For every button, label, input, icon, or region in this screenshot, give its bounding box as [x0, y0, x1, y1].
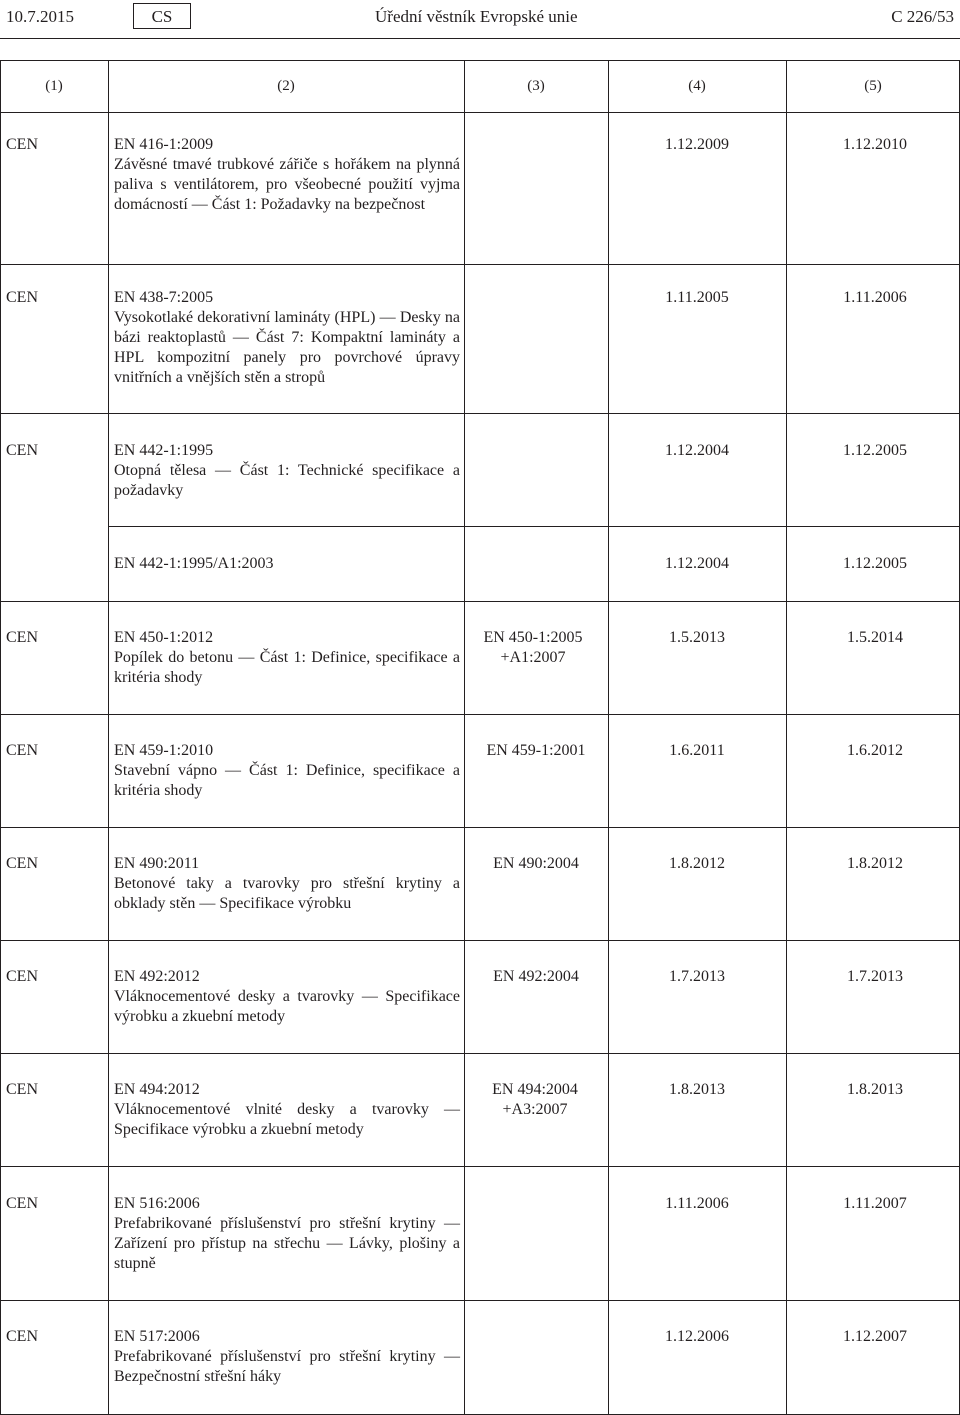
row-separator — [0, 264, 960, 265]
date-of-cessation: 1.12.2007 — [843, 1328, 907, 1345]
date-of-cessation: 1.8.2013 — [847, 1081, 903, 1098]
top-rule — [0, 38, 960, 39]
superseded-standard: EN 494:2004 +A3:2007 — [492, 1081, 578, 1118]
date-of-reference: 1.12.2004 — [665, 442, 729, 459]
standard-reference: EN 492:2012 — [114, 968, 200, 985]
column-header-1: (1) — [45, 78, 63, 94]
standard-cell — [114, 554, 460, 574]
column-separator — [464, 60, 465, 1415]
header-bottom-border — [0, 112, 960, 113]
date-of-reference: 1.12.2006 — [665, 1328, 729, 1345]
column-separator — [786, 60, 787, 1415]
standard-title: Popílek do betonu — Část 1: Definice, specifikace a kritéria shody — [114, 649, 460, 686]
date-of-cessation: 1.7.2013 — [847, 968, 903, 985]
standard-cell — [114, 854, 460, 914]
row-separator — [0, 714, 960, 715]
standard-cell — [114, 741, 460, 801]
superseded-standard: EN 492:2004 — [493, 968, 579, 985]
standard-reference: EN 490:2011 — [114, 855, 200, 872]
date-of-cessation: 1.11.2007 — [843, 1195, 907, 1212]
standard-reference: EN 416-1:2009 — [114, 136, 214, 153]
standard-title: Prefabrikované příslušenství pro střešní krytiny — Zařízení pro přístup na střechu — Lávky, plošiny a stupně — [114, 1215, 460, 1272]
organisation: CEN — [6, 629, 38, 646]
column-header-5: (5) — [864, 78, 882, 94]
row-separator — [0, 601, 960, 602]
row-separator — [0, 1166, 960, 1167]
standard-reference: EN 494:2012 — [114, 1081, 200, 1098]
column-separator — [108, 60, 109, 1415]
column-header-3: (3) — [527, 78, 545, 94]
standard-cell — [114, 628, 460, 688]
date-of-reference: 1.8.2012 — [669, 855, 725, 872]
standard-cell — [114, 135, 460, 215]
date-of-reference: 1.7.2013 — [669, 968, 725, 985]
page-header — [0, 0, 960, 38]
date-of-cessation: 1.6.2012 — [847, 742, 903, 759]
row-separator — [108, 526, 960, 527]
organisation: CEN — [6, 1195, 38, 1212]
superseded-standard: EN 490:2004 — [493, 855, 579, 872]
standard-cell — [114, 441, 460, 501]
standard-title: Vláknocementové vlnité desky a tvarovky — Specifikace výrobku a zkuební metody — [114, 1101, 460, 1138]
standard-reference: EN 442-1:1995/A1:2003 — [114, 555, 274, 572]
organisation: CEN — [6, 968, 38, 985]
date-of-reference: 1.12.2004 — [665, 555, 729, 572]
organisation: CEN — [6, 289, 38, 306]
date-of-reference: 1.11.2005 — [665, 289, 729, 306]
standard-cell — [114, 1080, 460, 1140]
standard-title: Vysokotlaké dekorativní lamináty (HPL) — Desky na bázi reaktoplastů — Část 7: Kompaktní lamináty a HPL kompozitní panely pro povrchové úpravy vnitřních a vnějších stěn a stropů — [114, 309, 460, 386]
date-of-reference: 1.12.2009 — [665, 136, 729, 153]
standard-reference: EN 442-1:1995 — [114, 442, 214, 459]
organisation: CEN — [6, 1081, 38, 1098]
standard-reference: EN 459-1:2010 — [114, 742, 214, 759]
date-of-cessation: 1.12.2005 — [843, 555, 907, 572]
superseded-standard: EN 459-1:2001 — [486, 742, 586, 759]
date-of-cessation: 1.12.2010 — [843, 136, 907, 153]
standard-reference: EN 517:2006 — [114, 1328, 200, 1345]
table-top-border — [0, 60, 960, 61]
standard-reference: EN 516:2006 — [114, 1195, 200, 1212]
date-of-reference: 1.5.2013 — [669, 629, 725, 646]
standard-title: Betonové taky a tvarovky pro střešní krytiny a obklady stěn — Specifikace výrobku — [114, 875, 460, 912]
standard-title: Vláknocementové desky a tvarovky — Specifikace výrobku a zkuební metody — [114, 988, 460, 1025]
organisation: CEN — [6, 1328, 38, 1345]
row-separator — [0, 1300, 960, 1301]
standard-reference: EN 438-7:2005 — [114, 289, 214, 306]
column-separator — [608, 60, 609, 1415]
date-of-reference: 1.11.2006 — [665, 1195, 729, 1212]
date-of-cessation: 1.8.2012 — [847, 855, 903, 872]
standard-title: Závěsné tmavé trubkové zářiče s hořákem na plynná paliva s ventilátorem, pro všeobecné použití vyjma domácností — Část 1: Požadavky na bezpečnost — [114, 156, 460, 213]
date-of-cessation: 1.5.2014 — [847, 629, 903, 646]
organisation: CEN — [6, 855, 38, 872]
organisation: CEN — [6, 442, 38, 459]
organisation: CEN — [6, 136, 38, 153]
date-of-cessation: 1.12.2005 — [843, 442, 907, 459]
row-separator — [0, 940, 960, 941]
standard-title: Otopná tělesa — Část 1: Technické specifikace a požadavky — [114, 462, 460, 499]
date-of-reference: 1.8.2013 — [669, 1081, 725, 1098]
superseded-standard: EN 450-1:2005 +A1:2007 — [483, 629, 583, 666]
standard-cell — [114, 1327, 460, 1387]
column-header-4: (4) — [688, 78, 706, 94]
column-header-2: (2) — [277, 78, 295, 94]
standard-reference: EN 450-1:2012 — [114, 629, 214, 646]
standard-title: Prefabrikované příslušenství pro střešní krytiny — Bezpečnostní střešní háky — [114, 1348, 460, 1385]
date-of-cessation: 1.11.2006 — [843, 289, 907, 306]
standard-cell — [114, 1194, 460, 1274]
language-badge: CS — [133, 3, 191, 29]
standard-title: Stavební vápno — Část 1: Definice, specifikace a kritéria shody — [114, 762, 460, 799]
publication-date: 10.7.2015 — [6, 7, 74, 26]
row-separator — [0, 1053, 960, 1054]
standard-cell — [114, 967, 460, 1027]
organisation: CEN — [6, 742, 38, 759]
journal-title: Úřední věstník Evropské unie — [375, 7, 578, 26]
date-of-reference: 1.6.2011 — [669, 742, 725, 759]
page-reference: C 226/53 — [891, 7, 954, 26]
row-separator — [0, 827, 960, 828]
standard-cell — [114, 288, 460, 388]
row-separator — [0, 413, 960, 414]
